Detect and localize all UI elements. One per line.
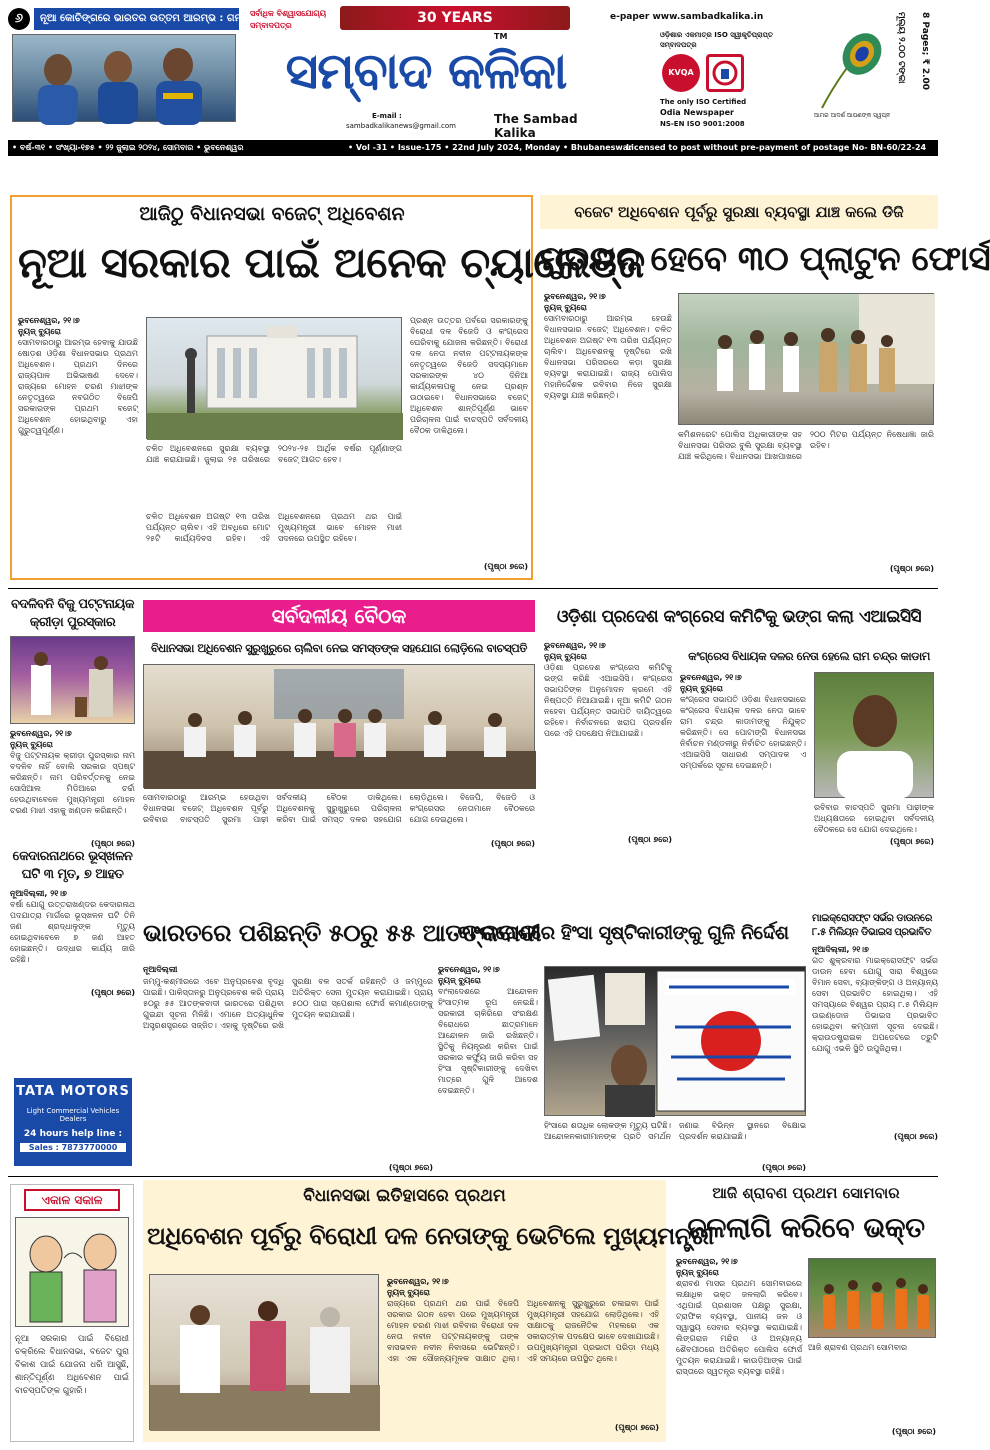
microsoft-continued[interactable]: (ପୃଷ୍ଠା ୭ରେ) [893,1132,938,1141]
terror-continued[interactable]: (ପୃଷ୍ଠା ୭ରେ) [388,1163,433,1172]
lead-body-3: ପ୍ରଶ୍ନ ଉତ୍ତର ପର୍ବରେ ସରକାରଙ୍କୁ ବିରୋଧୀ ଦଳ ବିଜେଡି ଓ କଂଗ୍ରେସ ଘେରିବାକୁ ଯୋଜନା କରିଛନ୍ତି। ବିରୋଧୀ ଦଳ ନେତା ନବୀନ ପଟ୍ଟନାୟକଙ୍କ ନେତୃତ୍ୱରେ ବିଜେଡି ସଦସ୍ୟମାନେ ସରକାରଙ୍କ ୪୦ ଦିନିଆ କାର୍ଯ୍ୟକଳାପକୁ ନେଇ ପ୍ରଶ୍ନ ଉଠାଇବେ। ବିଧାନସଭାରେ ବଜେଟ୍ ଅଧିବେଶନ ଶାନ୍ତିପୂର୍ଣ୍ଣ ଭାବେ ପରିଚାଳନା ପାଇଁ ବାଚସ୍ପତି ସର୍ବଦଳୀୟ ବୈଠକ ଡାକିଥିଲେ। [410,316,528,435]
terror-body: ଜମ୍ମୁ-କଶ୍ମୀରରେ ଏବେ ଅନୁପ୍ରବେଶ ବୃଦ୍ଧି ପାଇଛି। ପାକିସ୍ତାନରୁ ଅନୁପ୍ରବେଶ କରି ପ୍ରାୟ ୫୦ରୁ ୫୫ ଆତଙ୍କବାଦୀ ଭାରତରେ ପଶିଥିବା ଗୁଇନ୍ଦା ସୂଚନା ମିଳିଛି। ଏମାନେ ଅତ୍ୟାଧୁନିକ ଅସ୍ତ୍ରଶସ୍ତ୍ରରେ ସଜ୍ଜିତ। ଏହାକୁ ଦୃଷ୍ଟିରେ ରଖି ସୁରକ୍ଷା ବଳ ସତର୍କ ରହିଛନ୍ତି ଓ ଜମ୍ମୁରେ ଅତିରିକ୍ତ ସେନା ମୁତୟନ କରାଯାଇଛି। ପ୍ରାୟ ୫୦୦ ପାରା ସ୍ପେଶାଲ ଫୋର୍ସ କମାଣ୍ଡୋଙ୍କୁ ମୁତୟନ କରାଯାଇଛି। [143,977,433,1030]
shravan-kicker: ଆଜି ଶ୍ରାବଣ ପ୍ରଥମ ସୋମବାର [712,1184,900,1202]
bangladesh-headline: ବାଂଲାଦେଶରେ ହିଂସା ସୃଷ୍ଟିକାରୀଙ୍କୁ ଗୁଳି ନିର୍ଦ୍ଦେଶ [457,922,789,944]
peacock-feather-icon [812,30,882,110]
tata-motors-ad[interactable] [14,1078,132,1166]
all-party-body: ସୋମବାରଠାରୁ ଆରମ୍ଭ ହେଉଥିବା ବିଧାନସଭା ବଜେଟ୍ ଅଧିବେଶନ ପୂର୍ବରୁ ରବିବାର ବାଚସ୍ପତି ସୁରମା ପାଢ଼ୀ ସର୍ବଦଳୀୟ ବୈଠକ ଡାକିଥିଲେ। ଅଧିବେଶନକୁ ସୁରୁଖୁରୁରେ ପରିଚାଳନା କରିବା ପାଇଁ ସମସ୍ତ ଦଳର ସହଯୋଗ ଲୋଡ଼ିଥିଲେ। ବିଜେପି, ବିଜେଡି ଓ କଂଗ୍ରେସର ନେତାମାନେ ବୈଠକରେ ଯୋଗ ଦେଇଥିଲେ। [143,793,535,824]
terror-dateline: ନୂଆଦିଲ୍ଲୀ [143,965,178,974]
devotees-photo [808,1258,936,1338]
congress-continued[interactable]: (ପୃଷ୍ଠା ୭ରେ) [627,835,672,844]
lead-kicker: ଆଜିଠୁ ବିଧାନସଭା ବଜେଟ୍ ଅଧିବେଶନ [139,203,405,225]
terror-headline: ଭାରତରେ ପଶିଛନ୍ତି ୫୦ରୁ ୫୫ ଆତଙ୍କବାଦୀ [143,919,542,947]
microsoft-dateline: ନୂଆଦିଲ୍ଲୀ, ୨୧।୭ [812,945,869,954]
shravan-col [676,1256,802,1438]
iso-odia: ଓଡ଼ିଶାର ଏକମାତ୍ର ISO ସ୍ୱୀକୃତିପ୍ରାପ୍ତ ସମ୍ବାଦପତ୍ର [660,31,773,49]
microsoft-headline: ମାଇକ୍ରୋସଫ୍ଟ ସର୍ଭର ଡାଉନରେ ୮.୫ ମିଲିୟନ ଡିଭାଇସ ପ୍ରଭାବିତ [812,913,932,938]
cm-dateline: ଭୁବନେଶ୍ୱର, ୨୧।୭ [387,1277,449,1286]
shravan-byline: ନ୍ୟୁଜ୍ ବ୍ୟୁରୋ [676,1268,719,1277]
iso-certified-line: The only ISO Certified [660,98,747,106]
section-divider-2 [8,1176,938,1177]
cricket-team-photo [12,34,236,122]
bangladesh-col [438,964,538,1168]
clp-continued[interactable]: (ପୃଷ୍ଠା ୭ରେ) [889,837,934,846]
dateline-english: • Vol -31 • Issue-175 • 22nd July 2024, Monday • Bhubaneswar [348,143,633,152]
congress-byline: ନ୍ୟୁଜ୍ ବ୍ୟୁରୋ [544,652,587,661]
masthead [0,0,945,140]
shravan-body: ଶ୍ରାବଣ ମାସର ପ୍ରଥମ ସୋମବାରରେ ଲକ୍ଷାଧିକ ଭକ୍ତ ଜଳଲାଗି କରିବେ। ଏଥିପାଇଁ ପ୍ରଶାସନ ପକ୍ଷରୁ ସୁରକ୍ଷା, ଟ୍ରାଫିକ ବ୍ୟବସ୍ଥା, ପାନୀୟ ଜଳ ଓ ସ୍ୱାସ୍ଥ୍ୟ ସେବାର ବ୍ୟବସ୍ଥା କରାଯାଇଛି। ଲିଙ୍ଗରାଜ ମନ୍ଦିର ଓ ଅନ୍ୟାନ୍ୟ ଶୈବପୀଠରେ ଅତିରିକ୍ତ ପୋଲିସ ଫୋର୍ସ ମୁତୟନ କରାଯାଇଛି। କାଉଡ଼ିଆଙ୍କ ପାଇଁ ରାସ୍ତାରେ ସ୍ୱତନ୍ତ୍ର ବ୍ୟବସ୍ଥା ରହିଛି। [676,1279,802,1376]
cm-body: ରାଜ୍ୟରେ ପ୍ରଥମ ଥର ପାଇଁ ବିଜେପି ସରକାର ଗଠନ ହେବା ପରେ ମୁଖ୍ୟମନ୍ତ୍ରୀ ମୋହନ ଚରଣ ମାଝୀ ରବିବାର ବିରୋଧୀ ଦଳ ନେତା ନବୀନ ପଟ୍ଟନାୟକଙ୍କୁ ତାଙ୍କ ବାସଭବନ ନବୀନ ନିବାସରେ ଭେଟିଛନ୍ତି। ଏହା ଏକ ସୌଜନ୍ୟମୂଳକ ସାକ୍ଷାତ ଥିଲା। ଅଧିବେଶନକୁ ସୁରୁଖୁରୁରେ ଚଳାଇବା ପାଇଁ ମୁଖ୍ୟମନ୍ତ୍ରୀ ସହଯୋଗ ଲୋଡ଼ିଥିଲେ। ଏହି ସାକ୍ଷାତକୁ ରାଜନୈତିକ ମହଲରେ ଏକ ସକାରାତ୍ମକ ପଦକ୍ଷେପ ଭାବେ ଦେଖାଯାଉଛି। ଉପମୁଖ୍ୟମନ୍ତ୍ରୀ ପ୍ରଭାତୀ ପରିଡ଼ା ମଧ୍ୟ ଏହି ସମୟରେ ଉପସ୍ଥିତ ଥିଲେ। [387,1299,659,1363]
ear-headline: ନୂଆ କୋଚିଙ୍ଗରେ ଭାରତର ଉତ୍ତମ ଆରମ୍ଭ : ଗମ୍ଭୀର [34,8,239,30]
award-event-photo [10,636,135,724]
cm-byline: ନ୍ୟୁଜ୍ ବ୍ୟୁରୋ [387,1288,430,1297]
all-party-banner: ସର୍ବଦଳୀୟ ବୈଠକ [143,600,535,632]
microsoft-body: ଗତ ଶୁକ୍ରବାର ମାଇକ୍ରୋସଫ୍ଟ ସର୍ଭର ଡାଉନ ହେବା ଯୋଗୁ ସାରା ବିଶ୍ୱରେ ବିମାନ ସେବା, ବ୍ୟାଙ୍କିଙ୍ଗ ଓ ଅନ୍ୟାନ୍ୟ ସେବା ପ୍ରଭାବିତ ହୋଇଥିଲା। ଏହି ସମସ୍ୟାରେ ବିଶ୍ୱର ପ୍ରାୟ ୮.୫ ମିଲିୟନ ଉଇଣ୍ଡୋଜ ଡିଭାଇସ ପ୍ରଭାବିତ ହୋଇଥିବା କମ୍ପାନୀ ସୂଚନା ଦେଇଛି। କ୍ରାଉଡଷ୍ଟ୍ରାଇକ ଅପଡେଟରେ ତ୍ରୁଟି ଯୋଗୁ ଏଭଳି ସ୍ଥିତି ଉପୁଜିଥିଲା। [812,956,938,1053]
ram-chandra-kadam-photo [814,672,934,798]
cartoon-illustration [15,1217,129,1327]
nabcb-seal [706,54,744,92]
bangladesh-story [438,910,808,1172]
kedarnath-body: ବର୍ଷା ଯୋଗୁ ଉତ୍ତରାଖଣ୍ଡର କେଦାରନାଥ ପଦଯାତ୍ରା ମାର୍ଗରେ ଭୂସ୍ଖଳନ ଘଟି ତିନି ଜଣ ଶ୍ରଦ୍ଧାଳୁଙ୍କ ମୃତ୍ୟୁ ହୋଇଥିବାବେଳେ ୭ ଜଣ ଆହତ ହୋଇଛନ୍ତି। ଉଦ୍ଧାର କାର୍ଯ୍ୟ ଜାରି ରହିଛି। [10,900,135,964]
iso-odia-newspaper: Odia Newspaper [660,108,734,117]
top-right-story [540,195,990,580]
security-byline: ନ୍ୟୁଜ୍ ବ୍ୟୁରୋ [544,303,587,312]
congress-dateline: ଭୁବନେଶ୍ୱର, ୨୧।୭ [544,641,606,650]
bangladesh-dateline: ଭୁବନେଶ୍ୱର, ୨୧।୭ [438,965,500,974]
lead-dateline: ଭୁବନେଶ୍ୱର, ୨୧।୭ [18,316,80,325]
logo-english: The Sambad Kalika [494,112,578,140]
sports-award-continued[interactable]: (ପୃଷ୍ଠା ୭ରେ) [90,839,135,848]
protest-photo [544,966,806,1116]
cm-headline: ଅଧିବେଶନ ପୂର୍ବରୁ ବିରୋଧୀ ଦଳ ନେତାଙ୍କୁ ଭେଟିଲେ ମୁଖ୍ୟମନ୍ତ୍ରୀ [147,1222,714,1250]
congress-headline: ଓଡ଼ିଶା ପ୍ରଦେଶ କଂଗ୍ରେସ କମିଟିକୁ ଭଙ୍ଗ କଲା ଏଆଇସିସି [556,607,922,627]
feather-caption: ଆମର ଆଦର୍ଶ ଆପଣଙ୍କ ସ୍ୱପ୍ନ [813,112,891,119]
iso-standard: NS-EN ISO 9001:2008 [660,120,745,128]
security-continued[interactable]: (ପୃଷ୍ଠା ୭ରେ) [889,564,934,573]
kedarnath-dateline: ନୂଆଦିଲ୍ଲୀ, ୨୧।୭ [10,889,67,898]
lead-body-2: ଚଳିତ ଅଧିବେଶନ ଅଗଷ୍ଟ ୧୩ ତାରିଖ ପର୍ଯ୍ୟନ୍ତ ଚାଲିବ। ଏହି ଅବଧିରେ ମୋଟ ୨୫ଟି କାର୍ଯ୍ୟଦିବସ ରହିବ। ଏହି ଅଧିବେଶନରେ ପ୍ରଥମ ଥର ପାଇଁ ମୁଖ୍ୟମନ୍ତ୍ରୀ ଭାବେ ମୋହନ ମାଝୀ ସଦନରେ ଉପସ୍ଥିତ ରହିବେ। [146,512,402,543]
kvqa-seal: KVQA [662,54,700,92]
left-brief-kedarnath [10,848,135,1078]
postal-license: Licensed to post without pre-payment of postage No- BN-60/22-24 [626,143,927,152]
all-party-headline: ବିଧାନସଭା ଅଧିବେଶନ ସୁରୁଖୁରୁରେ ଚାଲିବା ନେଇ ସମସ୍ତଙ୍କ ସହଯୋଗ ଲୋଡ଼ିଲେ ବାଚସ୍ପତି [151,641,527,655]
security-headline: ମୁତୟନ ହେବେ ୩୦ ପ୍ଲାଟୁନ ଫୋର୍ସ [540,239,990,279]
security-dateline: ଭୁବନେଶ୍ୱର, ୨୧।୭ [544,292,606,301]
lead-col-3 [410,315,528,573]
security-inspection-photo [678,293,934,425]
cartoon-box [10,1184,134,1442]
congress-col [544,640,672,846]
dateline-odia: • ବର୍ଷ-୩୧ • ସଂଖ୍ୟା-୧୭୫ • ୨୨ ଜୁଲାଇ ୨୦୨୪, ସୋମବାର • ଭୁବନେଶ୍ୱର [12,143,244,152]
shravan-dateline: ଭୁବନେଶ୍ୱର, ୨୧।୭ [676,1257,738,1266]
trademark: TM [494,32,508,41]
sports-award-headline: ବଦଳିବନି ବିଜୁ ପଟ୍ଟନାୟକ କ୍ରୀଡ଼ା ପୁରସ୍କାର [11,597,134,630]
kedarnath-headline: କେଦାରନାଥରେ ଭୂସ୍ଖଳନ ଘଟି ୩ ମୃତ, ୭ ଆହତ [12,849,133,882]
anniversary-ribbon: 30 YEARS [340,6,570,30]
clp-headline: କଂଗ୍ରେସ ବିଧାୟକ ଦଳର ନେତା ହେଲେ ରାମ ଚନ୍ଦ୍ର କାଡାମ [688,649,930,663]
congress-body: ଓଡ଼ିଶା ପ୍ରଦେଶ କଂଗ୍ରେସ କମିଟିକୁ ଭଙ୍ଗ କରିଛି ଏଆଇସିସି। କଂଗ୍ରେସ ସଭାପତିଙ୍କ ଅନୁମୋଦନ କ୍ରମେ ଏହି ନିଷ୍ପତ୍ତି ନିଆଯାଇଛି। ନୂଆ କମିଟି ଗଠନ ନହେବା ପର୍ଯ୍ୟନ୍ତ ସଭାପତି ଦାୟିତ୍ୱରେ ରହିବେ। ନିର୍ବାଚନରେ ଖରାପ ପ୍ରଦର୍ଶନ ପରେ ଏହି ପଦକ୍ଷେପ ନିଆଯାଇଛି। [544,663,672,738]
price-odia: ମୂଲ୍ୟ ୨.୦୦ ଟଙ୍କା [896,12,906,84]
shravan-body-extra: ଆଜି ଶ୍ରାବଣ ପ୍ରଥମ ସୋମବାର [808,1343,908,1352]
shravan-headline: ଜଳଲାଗି କରିବେ ଭକ୍ତ [687,1211,925,1244]
cm-meeting-photo [149,1274,379,1430]
all-party-meeting-photo [143,664,535,788]
tata-phone: Sales : 7873770000 [20,1143,126,1152]
newspaper-logo: ସମ୍ବାଦ କଳିକା [285,41,567,100]
microsoft-story [812,912,938,1174]
assembly-building-photo [146,317,402,439]
sports-award-byline: ନ୍ୟୁଜ୍ ବ୍ୟୁରୋ [10,740,53,749]
sports-award-body: ବିଜୁ ପଟ୍ଟନାୟକ କ୍ରୀଡ଼ା ପୁରସ୍କାର ନାମ ବଦଳିବ ନାହିଁ ବୋଲି ସରକାର ସ୍ପଷ୍ଟ କରିଛନ୍ତି। ନାମ ପରିବର୍ତ୍ତନକୁ ନେଇ ସୋସିଆଲ ମିଡିଆରେ ଚର୍ଚ୍ଚା ହେଉଥିବାବେଳେ ମୁଖ୍ୟମନ୍ତ୍ରୀ ମୋହନ ଚରଣ ମାଝୀ ଏହାକୁ ଖଣ୍ଡନ କରିଛନ୍ତି। [10,751,135,815]
sports-award-dateline: ଭୁବନେଶ୍ୱର, ୨୧।୭ [10,729,72,738]
email-label: E-mail : [372,112,402,120]
lead-continued[interactable]: (ପୃଷ୍ଠା ୭ରେ) [483,562,528,571]
security-caption: କମିଶନରେଟ ପୋଲିସ ଅଧିକାରୀଙ୍କ ସହ ବିଧାନସଭା ପରିସର ବୁଲି ସୁରକ୍ଷା ବ୍ୟବସ୍ଥା ଯାଞ୍ଚ କରିଥିଲେ। ବିଧାନସଭା ଆଖପାଖରେ ୨୦୦ ମିଟର ପର୍ଯ୍ୟନ୍ତ ନିଷେଧାଜ୍ଞା ଜାରି ରହିବ। [678,430,934,461]
dateline-bar [8,140,938,156]
cartoon-title: ଏକାଳ ସକାଳ [24,1189,120,1211]
tata-line-1: Light Commercial Vehicles [26,1107,120,1115]
security-body-1: ସୋମବାରଠାରୁ ଆରମ୍ଭ ହେଉଛି ବିଧାନସଭାର ବଜେଟ୍ ଅଧିବେଶନ। ଚଳିତ ଅଧିବେଶନ ଅଗଷ୍ଟ ୧୩ ତାରିଖ ପର୍ଯ୍ୟନ୍ତ ଚାଲିବ। ଅଧିବେଶନକୁ ଦୃଷ୍ଟିରେ ରଖି ବିଧାନସଭା ପରିସରରେ କଡ଼ା ସୁରକ୍ଷା ବ୍ୟବସ୍ଥା କରାଯାଇଛି। ରାଜ୍ୟ ପୋଲିସ ମହାନିର୍ଦ୍ଦେଶକ ରବିବାର ନିଜେ ସୁରକ୍ଷା ବ୍ୟବସ୍ଥା ଯାଞ୍ଚ କରିଛନ୍ତି। [544,314,672,400]
tagline-odia: ସର୍ବାଧିକ ବିଶ୍ୱାସଯୋଗ୍ୟ ସମ୍ବାଦପତ୍ର [250,9,327,30]
lead-headline: ନୂଆ ସରକାର ପାଇଁ ଅନେକ ଚ୍ୟାଲେଞ୍ଜ [18,238,645,287]
clp-col [680,672,806,846]
left-brief-sports-award [10,596,135,848]
lead-byline: ନ୍ୟୁଜ୍ ବ୍ୟୁରୋ [18,327,61,336]
cm-col [387,1276,659,1436]
lead-col-2 [146,511,402,573]
tata-line-2: Dealers [59,1115,87,1123]
congress-story [540,600,938,850]
clp-byline: ନ୍ୟୁଜ୍ ବ୍ୟୁରୋ [680,684,723,693]
all-party-story [143,600,535,850]
clp-body: କଂଗ୍ରେସ ସଭାପତି ଓଡ଼ିଶା ବିଧାନସଭାରେ କଂଗ୍ରେସ ବିଧାୟକ ଦଳର ନେତା ଭାବେ ରାମ ଚନ୍ଦ୍ର କାଡାମଙ୍କୁ ନିଯୁକ୍ତ କରିଛନ୍ତି। ସେ ପୋଟାଙ୍ଗି ବିଧାନସଭା ନିର୍ବାଚନ ମଣ୍ଡଳୀରୁ ନିର୍ବାଚିତ ହୋଇଛନ୍ତି। ଏଆଇସିସି ସାଧାରଣ ସମ୍ପାଦକ ଏ ସମ୍ପର୍କରେ ସୂଚନା ଦେଇଛନ୍ତି। [680,695,806,770]
clp-dateline: ଭୁବନେଶ୍ୱର, ୨୧।୭ [680,673,742,682]
cm-kicker: ବିଧାନସଭା ଇତିହାସରେ ପ୍ରଥମ [303,1186,506,1206]
lead-body-1: ସୋମବାରଠାରୁ ଆରମ୍ଭ ହେବାକୁ ଯାଉଛି ଷୋଡ଼ଶ ଓଡ଼ିଶା ବିଧାନସଭାର ପ୍ରଥମ ଅଧିବେଶନ। ପ୍ରଥମ ଦିନରେ ରାଜ୍ୟପାଳ ଅଭିଭାଷଣ ଦେବେ। ରାଜ୍ୟରେ ମୋହନ ଚରଣ ମାଝୀଙ୍କ ନେତୃତ୍ୱରେ ନବଗଠିତ ବିଜେପି ସରକାରଙ୍କ ପ୍ରଥମ ବଜେଟ୍ ଅଧିବେଶନ ହୋଇଥିବାରୁ ଏହା ଗୁରୁତ୍ୱପୂର୍ଣ୍ଣ। [18,338,138,435]
section-divider [8,588,938,589]
security-col-1 [544,291,672,575]
bangladesh-byline: ନ୍ୟୁଜ୍ ବ୍ୟୁରୋ [438,976,481,985]
epaper-link[interactable]: e-paper www.sambadkalika.in [610,12,764,22]
tata-brand: TATA MOTORS [16,1084,130,1099]
pages-price: 8 Pages; ₹ 2.00 [920,12,930,91]
email-link[interactable]: sambadkalikanews@gmail.com [346,122,456,130]
kedarnath-continued[interactable]: (ପୃଷ୍ଠା ୭ରେ) [90,988,135,997]
cm-continued[interactable]: (ପୃଷ୍ଠା ୭ରେ) [614,1423,659,1432]
bangladesh-body: ବାଂଲାଦେଶରେ ଆନ୍ଦୋଳନ ହିଂସାତ୍ମକ ରୂପ ନେଇଛି। ସରକାରୀ ଚାକିରିରେ ସଂରକ୍ଷଣ ବିରୋଧରେ ଛାତ୍ରମାନେ ଆନ୍ଦୋଳନ ଜାରି ରଖିଛନ୍ତି। ସ୍ଥିତିକୁ ନିୟନ୍ତ୍ରଣ କରିବା ପାଇଁ ସରକାର କର୍ଫ୍ୟୁ ଜାରି କରିବା ସହ ହିଂସା ସୃଷ୍ଟିକାରୀଙ୍କୁ ଦେଖିବା ମାତ୍ରେ ଗୁଳି ଆଦେଶ ଦେଇଛନ୍ତି। [438,987,538,1095]
shravan-continued[interactable]: (ପୃଷ୍ଠା ୭ରେ) [891,1427,936,1436]
tata-line-3: 24 hours help line : [23,1129,123,1139]
cartoon-caption: ନୂଆ ସରକାର ପାଇଁ ବିରୋଧୀ ଚକ୍ରିଲେ ବିଧାନସଭା, ବଜେଟ ପୁରା ବିକାଶ ପାଇଁ ଯୋଜନା ଧରି ଆସୁଛି, ଶାନ୍ତିପୂର୍ଣ୍ଣ ଅଧିବେଶନ ପାଇଁ ବାଚସ୍ପତିଙ୍କ ଗୁହାରି। [15,1334,129,1396]
security-kicker: ବଜେଟ ଅଧିବେଶନ ପୂର୍ବରୁ ସୁରକ୍ଷା ବ୍ୟବସ୍ଥା ଯାଞ୍ଚ କଲେ ଡିଜି [540,195,938,229]
cm-story [143,1180,714,1442]
bangladesh-continued[interactable]: (ପୃଷ୍ଠା ୭ରେ) [761,1163,806,1172]
shravan-story [674,1180,938,1442]
page-number: ୬ [8,8,30,30]
bangladesh-caption: ହିଂସାରେ ଶତାଧିକ ଲୋକଙ୍କ ମୃତ୍ୟୁ ଘଟିଛି। ଆନ୍ଦୋଳନକାରୀମାନଙ୍କ ପ୍ରତି ସମର୍ଥନ ଜଣାଇ ବିଭିନ୍ନ ସ୍ଥାନରେ ବିକ୍ଷୋଭ ପ୍ରଦର୍ଶନ କରାଯାଇଛି। [544,1121,806,1141]
lead-caption: ଚଳିତ ଅଧିବେଶନରେ ସୁରକ୍ଷା ବ୍ୟବସ୍ଥା ଯାଞ୍ଚ କରାଯାଇଛି। ଜୁଲାଇ ୨୫ ତାରିଖରେ ୨୦୨୪-୨୫ ଆର୍ଥିକ ବର୍ଷର ପୂର୍ଣ୍ଣାଙ୍ଗ ବଜେଟ୍ ଆଗତ ହେବ। [146,444,402,464]
lead-col-1 [18,315,138,573]
clp-caption: ରବିବାର ବାଚସ୍ପତି ସୁରମା ପାଢ଼ୀଙ୍କ ଅଧ୍ୟକ୍ଷତାରେ ହୋଇଥିବା ସର୍ବଦଳୀୟ ବୈଠକରେ ସେ ଯୋଗ ଦେଇଥିଲେ। [814,803,934,834]
all-party-continued[interactable]: (ପୃଷ୍ଠା ୭ରେ) [490,839,535,848]
